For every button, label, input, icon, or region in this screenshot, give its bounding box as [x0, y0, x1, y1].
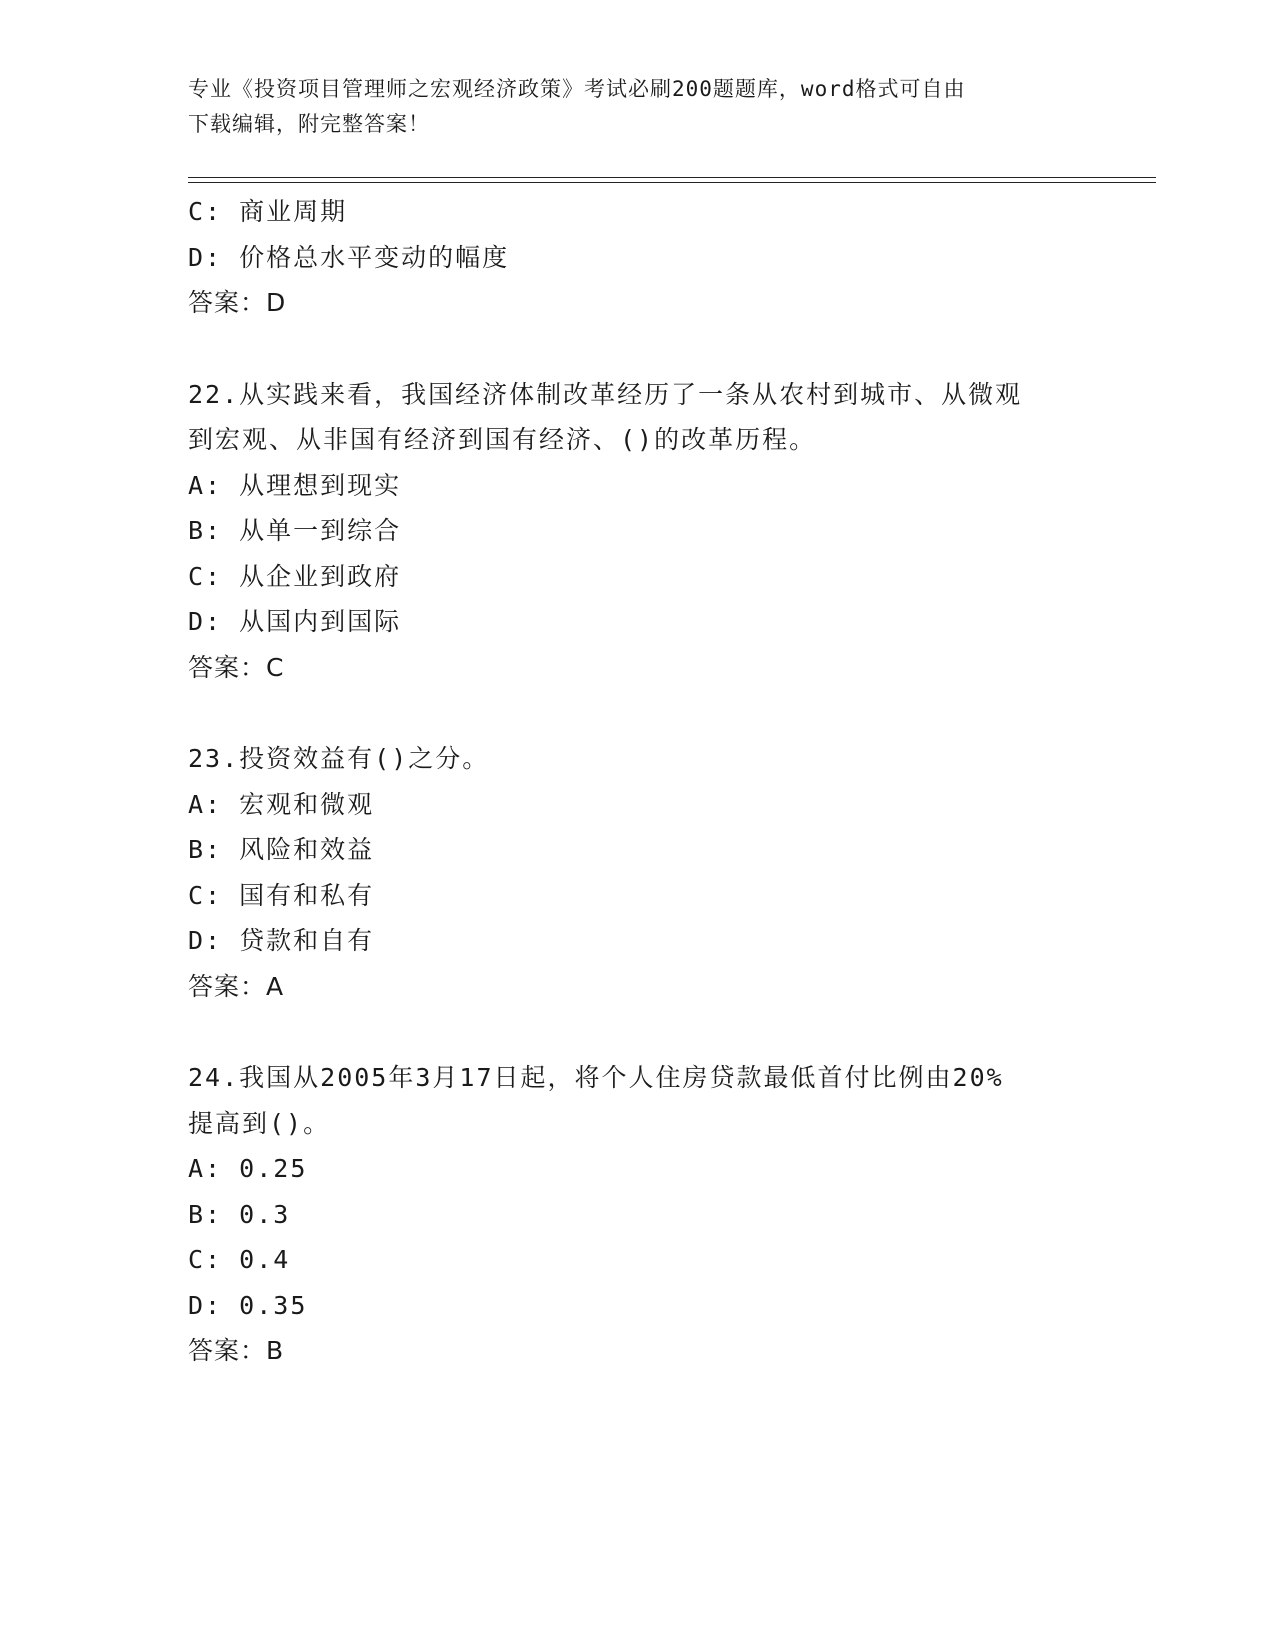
option-label: A: — [188, 789, 223, 819]
option-label: B: — [188, 516, 223, 545]
option-text: 0.25 — [239, 1154, 308, 1183]
option-a — [188, 1146, 1088, 1192]
option-label: D: — [188, 242, 223, 272]
option-text: 国有和私有 — [239, 880, 375, 910]
option-text: 0.3 — [239, 1199, 291, 1229]
option-label: C: — [188, 561, 223, 591]
option-text: 0.4 — [239, 1245, 291, 1274]
option-label: C: — [188, 1245, 223, 1274]
question-stem-line-1: 24.我国从2005年3月17日起，将个人住房贷款最低首付比例由20% — [188, 1063, 1004, 1092]
option-b — [188, 508, 1088, 554]
spacer — [188, 1009, 1088, 1055]
question-stem-line-1: 23.投资效益有()之分。 — [188, 744, 490, 773]
option-text: 0.35 — [239, 1290, 308, 1320]
question-22 — [188, 372, 1088, 691]
option-label: C: — [188, 197, 223, 226]
option-label: D: — [188, 1290, 223, 1320]
option-d — [188, 235, 1088, 281]
option-d — [188, 599, 1088, 645]
question-24 — [188, 1055, 1088, 1374]
option-a — [188, 782, 1088, 828]
option-text: 贷款和自有 — [239, 926, 375, 955]
option-label: B: — [188, 835, 223, 864]
question-23 — [188, 736, 1088, 1009]
spacer — [188, 326, 1088, 372]
answer-line: 答案：A — [188, 971, 285, 1001]
question-list — [188, 189, 1088, 1374]
question-stem-line-2: 到宏观、从非国有经济到国有经济、()的改革历程。 — [188, 425, 817, 454]
header-divider-bottom — [188, 182, 1156, 183]
header-line-1: 专业《投资项目管理师之宏观经济政策》考试必刷200题题库，word格式可自由 — [188, 77, 966, 101]
answer-line: 答案：C — [188, 652, 285, 682]
header-line-2: 下载编辑，附完整答案！ — [188, 112, 430, 136]
option-label: B: — [188, 1199, 223, 1229]
option-d — [188, 1283, 1088, 1329]
answer-line: 答案：D — [188, 288, 287, 317]
option-text: 从国内到国际 — [239, 607, 402, 636]
option-a — [188, 463, 1088, 509]
option-d — [188, 918, 1088, 964]
spacer — [188, 690, 1088, 736]
option-b — [188, 827, 1088, 873]
option-text: 价格总水平变动的幅度 — [239, 242, 510, 272]
option-label: C: — [188, 880, 223, 910]
option-text: 宏观和微观 — [239, 789, 375, 819]
question-stem-line-2: 提高到()。 — [188, 1108, 331, 1138]
option-c — [188, 554, 1088, 600]
option-text: 从理想到现实 — [239, 470, 402, 500]
option-text: 风险和效益 — [239, 835, 375, 864]
option-c — [188, 189, 1088, 235]
option-text: 商业周期 — [239, 197, 348, 226]
option-label: D: — [188, 607, 223, 636]
question-stem-line-1: 22.从实践来看，我国经济体制改革经历了一条从农村到城市、从微观 — [188, 379, 1023, 409]
option-label: D: — [188, 926, 223, 955]
option-label: A: — [188, 470, 223, 500]
header-divider-top — [188, 177, 1156, 178]
document-header — [188, 72, 1068, 142]
option-b — [188, 1192, 1088, 1238]
option-text: 从企业到政府 — [239, 561, 402, 591]
option-c — [188, 1237, 1088, 1283]
prev-question-block — [188, 189, 1088, 326]
option-text: 从单一到综合 — [239, 516, 402, 545]
answer-line: 答案：B — [188, 1336, 285, 1365]
option-label: A: — [188, 1154, 223, 1183]
option-c — [188, 873, 1088, 919]
